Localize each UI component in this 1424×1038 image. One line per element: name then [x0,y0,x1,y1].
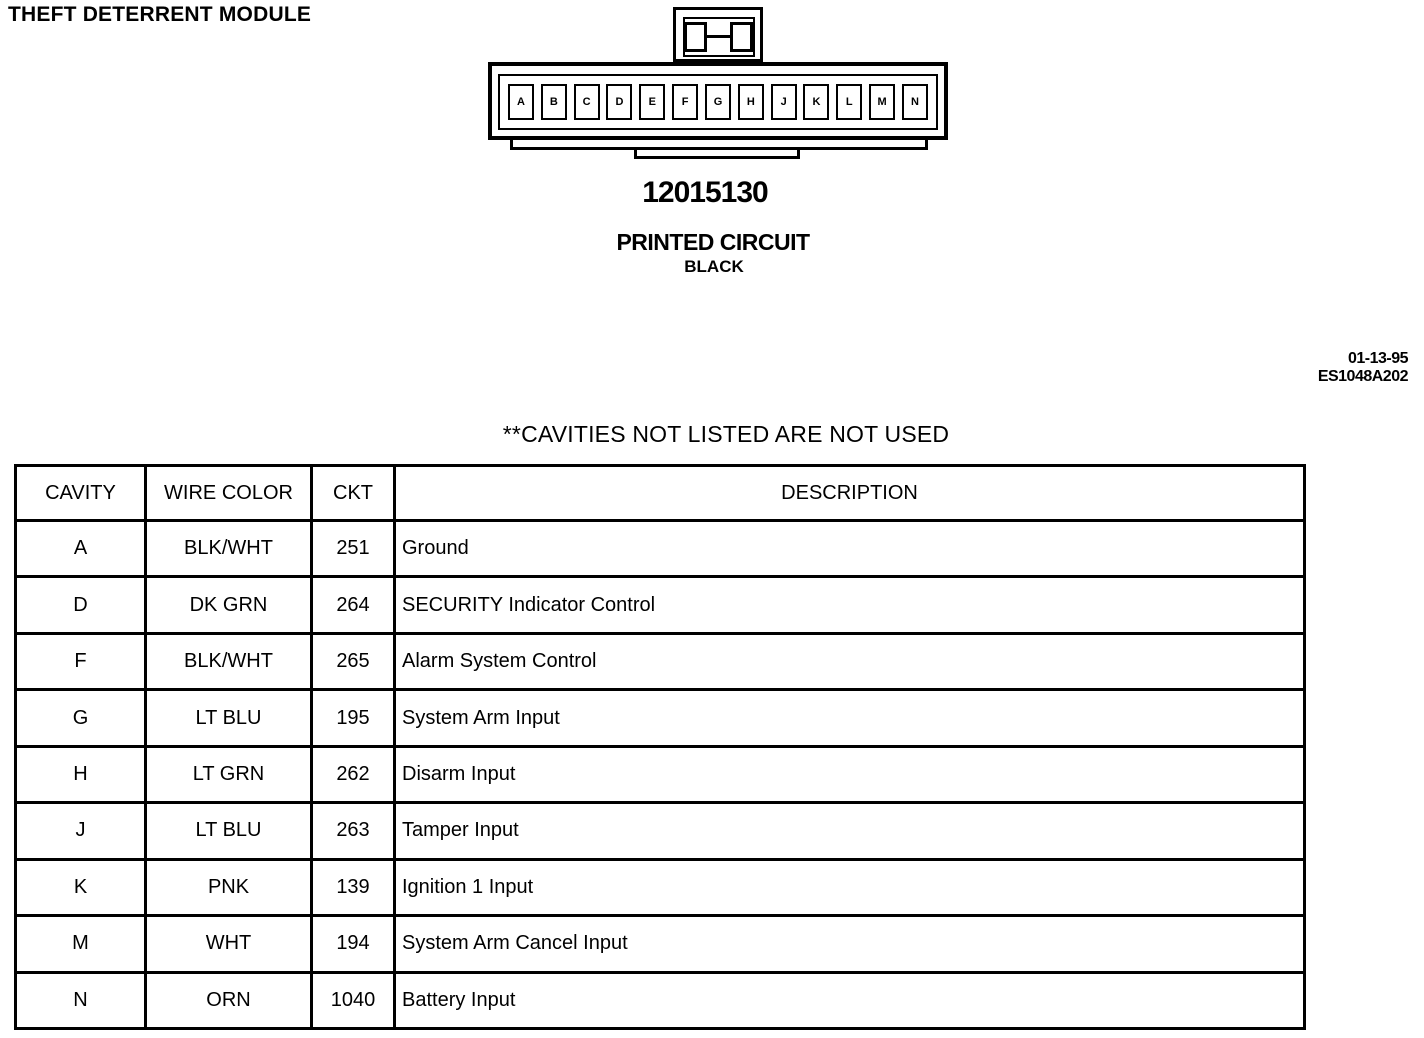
cell-wire-color: DK GRN [146,577,312,633]
connector-type: PRINTED CIRCUIT [616,229,810,255]
cell-description: Tamper Input [395,803,1305,859]
connector-pin: E [639,84,665,120]
cell-cavity: K [16,859,146,915]
table-header-row [16,466,1305,521]
connector-part-number: 12015130 [642,176,768,209]
table-row [16,916,1305,972]
pinout-table [14,464,1306,1030]
connector-pin: A [508,84,534,120]
cell-cavity: N [16,972,146,1029]
connector-latch-tab-left [684,22,707,52]
connector-latch-tab-right [730,22,753,52]
cell-description: Alarm System Control [395,633,1305,689]
cell-wire-color: LT BLU [146,690,312,746]
cell-description: SECURITY Indicator Control [395,577,1305,633]
connector-pin: G [705,84,731,120]
cell-description: Battery Input [395,972,1305,1029]
connector-pin: F [672,84,698,120]
cell-cavity: J [16,803,146,859]
cell-wire-color: WHT [146,916,312,972]
cell-cavity: D [16,577,146,633]
header-description: DESCRIPTION [395,466,1305,521]
cell-cavity: A [16,521,146,577]
cell-description: Ground [395,521,1305,577]
table-row [16,972,1305,1029]
cell-wire-color: ORN [146,972,312,1029]
connector-pin: M [869,84,895,120]
table-row [16,746,1305,802]
cell-ckt: 264 [312,577,395,633]
cell-description: System Arm Cancel Input [395,916,1305,972]
connector-pin: D [606,84,632,120]
connector-color: BLACK [684,257,744,276]
connector-pin: B [541,84,567,120]
cell-wire-color: PNK [146,859,312,915]
table-row [16,690,1305,746]
cell-wire-color: LT GRN [146,746,312,802]
cell-ckt: 194 [312,916,395,972]
cell-ckt: 195 [312,690,395,746]
cell-ckt: 1040 [312,972,395,1029]
table-row [16,633,1305,689]
connector-base-lower [634,150,800,159]
header-ckt: CKT [312,466,395,521]
cell-description: Ignition 1 Input [395,859,1305,915]
connector-pin: J [771,84,797,120]
cell-wire-color: BLK/WHT [146,633,312,689]
cell-cavity: H [16,746,146,802]
cell-ckt: 139 [312,859,395,915]
cell-ckt: 262 [312,746,395,802]
connector-base [510,140,928,150]
header-wire-color: WIRE COLOR [146,466,312,521]
reference-block [1318,350,1408,386]
connector-pin: K [803,84,829,120]
cell-description: System Arm Input [395,690,1305,746]
header-cavity: CAVITY [16,466,146,521]
reference-code: ES1048A202 [1317,368,1408,385]
connector-latch-bar [707,35,730,38]
table-row [16,859,1305,915]
cell-cavity: G [16,690,146,746]
connector-pins [508,84,928,120]
table-row [16,577,1305,633]
cell-wire-color: BLK/WHT [146,521,312,577]
reference-date: 01-13-95 [1347,350,1408,367]
cell-ckt: 263 [312,803,395,859]
cell-cavity: F [16,633,146,689]
table-row [16,803,1305,859]
connector-pin: H [738,84,764,120]
cell-wire-color: LT BLU [146,803,312,859]
cell-ckt: 265 [312,633,395,689]
table-row [16,521,1305,577]
cell-description: Disarm Input [395,746,1305,802]
cell-ckt: 251 [312,521,395,577]
connector-pin: L [836,84,862,120]
connector-pin: N [902,84,928,120]
connector-pin: C [574,84,600,120]
unused-cavities-note: **CAVITIES NOT LISTED ARE NOT USED [502,421,950,447]
page-title: THEFT DETERRENT MODULE [8,3,312,26]
cell-cavity: M [16,916,146,972]
